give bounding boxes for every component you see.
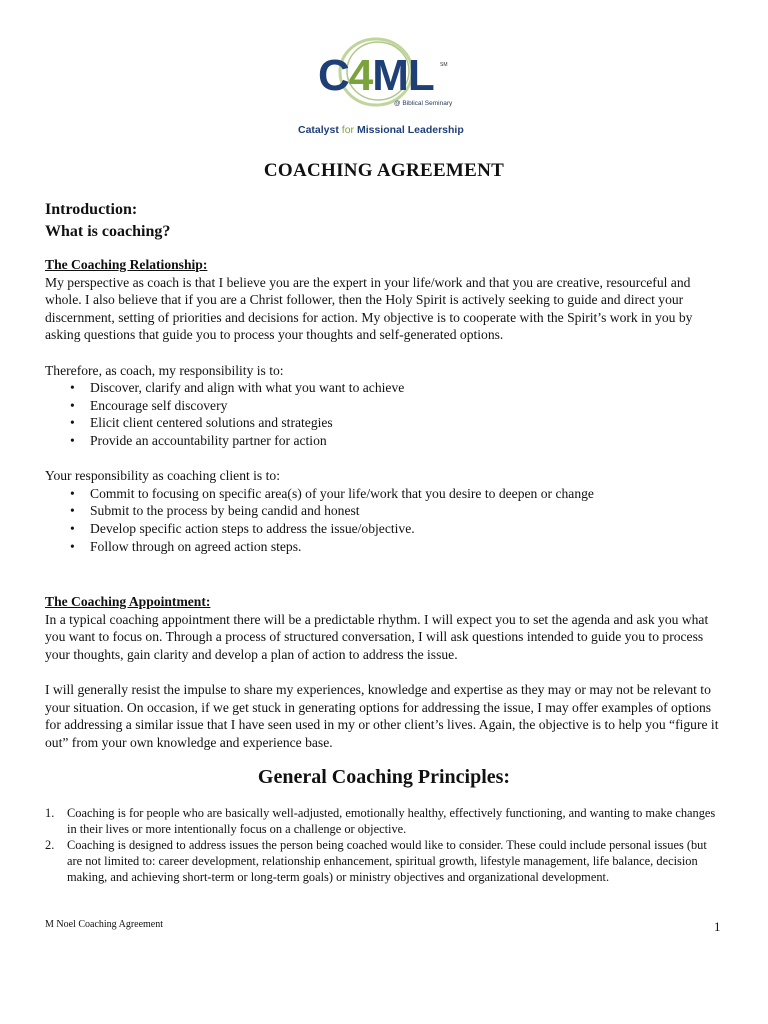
appointment-heading: The Coaching Appointment: xyxy=(45,594,211,609)
appointment-paragraph-2: I will generally resist the impulse to share my experiences, knowledge and expertise as they may or may not be relevant to your situation. On occasion, if we get stuck in generating options for addressing the issue, I may offer examples of options for addressing a similar issue that I have seen used in my or other client’s lives. Again, the objective is to help you “figure it out” from your own knowledge and experience base. xyxy=(45,681,719,750)
intro-heading xyxy=(45,199,170,243)
logo-tag-for: for xyxy=(341,124,355,136)
list-item: • Follow through on agreed action steps. xyxy=(45,538,725,556)
coach-intro: Therefore, as coach, my responsibility is to: xyxy=(45,362,284,378)
relationship-paragraph: My perspective as coach is that I believe you are the expert in your life/work and that you are creative, resourceful and whole. I also believe that if you are a Christ follower, then the Holy Spirit is actively seeking to guide and direct your discernment, setting of priorities and decisions for action. My objective is to cooperate with the Spirit’s work in you by asking questions that guide you to process your thoughts and self-generated options. xyxy=(45,274,693,343)
logo-ml: ML xyxy=(372,51,434,100)
list-item: • Provide an accountability partner for action xyxy=(45,432,725,450)
principle-number: 1. xyxy=(45,806,55,820)
principles-heading: General Coaching Principles: xyxy=(257,766,511,788)
c4ml-logo xyxy=(296,36,486,140)
list-item: • Develop specific action steps to address the issue/objective. xyxy=(45,520,725,538)
intro-line-2: What is coaching? xyxy=(45,223,171,240)
principle-item xyxy=(45,837,725,885)
logo-subtitle: @ Biblical Seminary xyxy=(394,100,453,107)
principle-text: Coaching is for people who are basically well-adjusted, emotionally healthy, effectively functioning, and wanting to make changes in their lives or more intentionally focus on a challenge or objective. xyxy=(67,806,716,836)
coach-list xyxy=(45,379,725,449)
client-intro: Your responsibility as coaching client is to: xyxy=(45,468,280,484)
logo-four: 4 xyxy=(348,51,373,100)
principles-list xyxy=(45,805,725,885)
appointment-section xyxy=(45,593,725,751)
logo-c: C xyxy=(318,51,349,100)
client-list xyxy=(45,485,725,555)
list-item: • Encourage self discovery xyxy=(45,397,725,415)
list-item: • Elicit client centered solutions and strategies xyxy=(45,414,725,432)
document-title: COACHING AGREEMENT xyxy=(263,160,505,181)
principle-text: Coaching is designed to address issues the person being coached would like to consider. These could include personal issues (but are not limited to: career development, relationship enhancement, spiritual growth, lifestyle management, life balance, decision making, and achieving short-term or long-term goals) or ministry objectives and organizational development. xyxy=(67,838,707,884)
principle-item xyxy=(45,805,725,837)
page-number: 1 xyxy=(714,919,721,934)
logo-trademark: SM xyxy=(440,62,448,68)
relationship-heading: The Coaching Relationship: xyxy=(45,257,208,272)
list-item: • Submit to the process by being candid and honest xyxy=(45,502,725,520)
logo-tag-catalyst: Catalyst xyxy=(298,124,339,136)
logo-tag-rest: Missional Leadership xyxy=(356,124,464,136)
list-item: • Discover, clarify and align with what you want to achieve xyxy=(45,379,725,397)
principle-number: 2. xyxy=(45,838,55,852)
list-item: • Commit to focusing on specific area(s) of your life/work that you desire to deepen or change xyxy=(45,485,725,503)
logo-wordmark xyxy=(318,51,434,100)
appointment-paragraph-1: In a typical coaching appointment there will be a predictable rhythm. I will expect you to set the agenda and ask you what you want to focus on. Through a process of structured conversation, I will ask questions intended to guide you to process your thoughts, gain clarity and develop a plan of action to address the issue. xyxy=(45,611,709,662)
footer-label: M Noel Coaching Agreement xyxy=(45,919,164,930)
intro-line-1: Introduction: xyxy=(45,201,138,218)
logo-tagline xyxy=(298,124,464,136)
relationship-section xyxy=(45,256,725,555)
